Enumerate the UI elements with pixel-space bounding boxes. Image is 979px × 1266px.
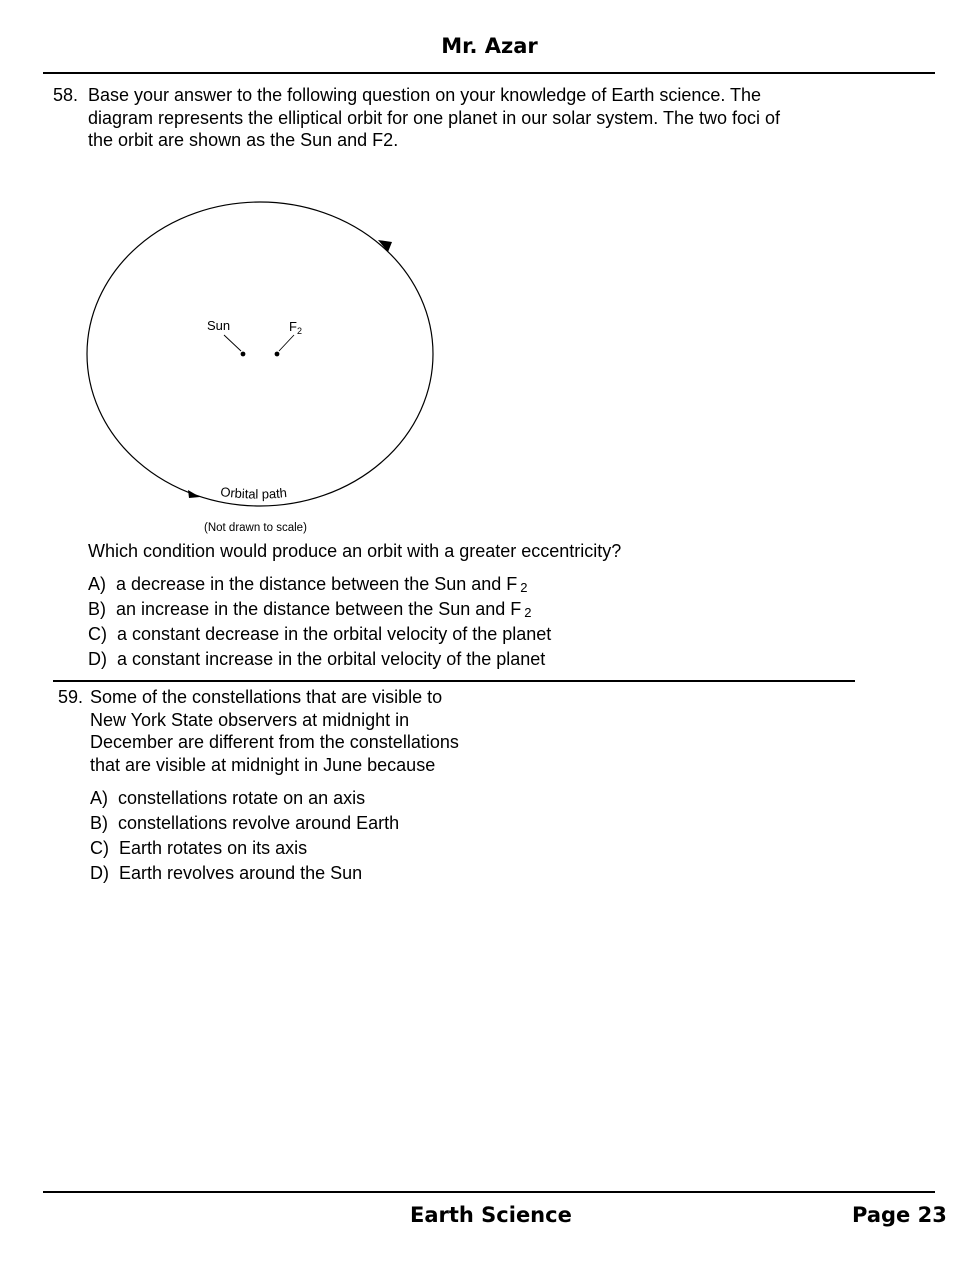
choice-letter: C)	[90, 838, 109, 858]
choice-letter: D)	[88, 649, 107, 669]
choice-text: a decrease in the distance between the Sun and F	[116, 574, 518, 594]
question-58-stem-line: the orbit are shown as the Sun and F2.	[88, 130, 399, 150]
question-59-choice-c[interactable]	[90, 838, 307, 859]
choice-letter: D)	[90, 863, 109, 883]
question-59-stem-line: December are different from the constellations	[90, 732, 459, 752]
choice-text: an increase in the distance between the Sun and F	[116, 599, 522, 619]
question-58-stem	[88, 84, 780, 152]
orbital-path-label	[220, 484, 288, 501]
sun-label: Sun	[207, 318, 231, 333]
footer-subject: Earth Science	[410, 1203, 572, 1227]
choice-text: Earth revolves around the Sun	[119, 863, 363, 883]
sun-focus-dot	[241, 352, 246, 357]
question-divider	[53, 680, 855, 682]
choice-letter: B)	[90, 813, 108, 833]
elliptical-orbit	[87, 202, 433, 506]
not-to-scale-caption: (Not drawn to scale)	[204, 522, 307, 534]
choice-text: a constant increase in the orbital velocity of the planet	[117, 649, 546, 669]
question-59-number: 59.	[58, 687, 84, 707]
orbital-path-label-text: Orbital path	[219, 484, 288, 502]
question-59-stem-line: New York State observers at midnight in	[90, 709, 410, 730]
choice-letter: A)	[88, 574, 106, 594]
question-59-choice-a[interactable]	[90, 788, 365, 809]
orbit-direction-arrow-bottom	[188, 490, 200, 498]
choice-letter: C)	[88, 624, 107, 644]
footer-page-number: Page 23	[852, 1203, 947, 1227]
orbit-direction-arrow-top	[378, 240, 392, 252]
sun-leader-line	[224, 335, 241, 351]
choice-subscript: 2	[520, 580, 528, 595]
footer-divider	[43, 1191, 935, 1193]
question-58-choice-a[interactable]	[88, 574, 528, 595]
choice-subscript: 2	[524, 605, 532, 620]
question-58-number: 58.	[53, 85, 79, 105]
choice-text: Earth rotates on its axis	[119, 838, 308, 858]
question-59-stem-line: Some of the constellations that are visible to	[90, 687, 443, 707]
f2-label-letter: F	[289, 319, 297, 334]
choice-letter: A)	[90, 788, 108, 808]
question-59-stem	[90, 686, 459, 776]
question-58-choice-b[interactable]	[88, 599, 532, 620]
choice-text: a constant decrease in the orbital velocity of the planet	[117, 624, 552, 644]
choice-text: constellations rotate on an axis	[118, 788, 366, 808]
question-59-choice-d[interactable]	[90, 863, 362, 884]
choice-letter: B)	[88, 599, 106, 619]
header-divider	[43, 72, 935, 74]
orbit-diagram	[80, 190, 450, 540]
f2-label-subscript: 2	[296, 326, 302, 336]
page-header-title: Mr. Azar	[441, 34, 538, 58]
f2-leader-line	[279, 335, 294, 351]
question-58-choice-d[interactable]	[88, 649, 545, 670]
choice-text: constellations revolve around Earth	[118, 813, 400, 833]
question-58-prompt: Which condition would produce an orbit with a greater eccentricity?	[88, 541, 622, 561]
question-58-choice-c[interactable]	[88, 624, 551, 645]
f2-focus-dot	[275, 352, 280, 357]
question-59-choice-b[interactable]	[90, 813, 399, 834]
question-59-stem-line: that are visible at midnight in June because	[90, 754, 436, 775]
question-58-stem-line: Base your answer to the following question on your knowledge of Earth science. The	[88, 85, 762, 105]
question-58-stem-line: diagram represents the elliptical orbit for one planet in our solar system. The two foci of	[88, 107, 781, 128]
f2-label	[289, 319, 302, 336]
